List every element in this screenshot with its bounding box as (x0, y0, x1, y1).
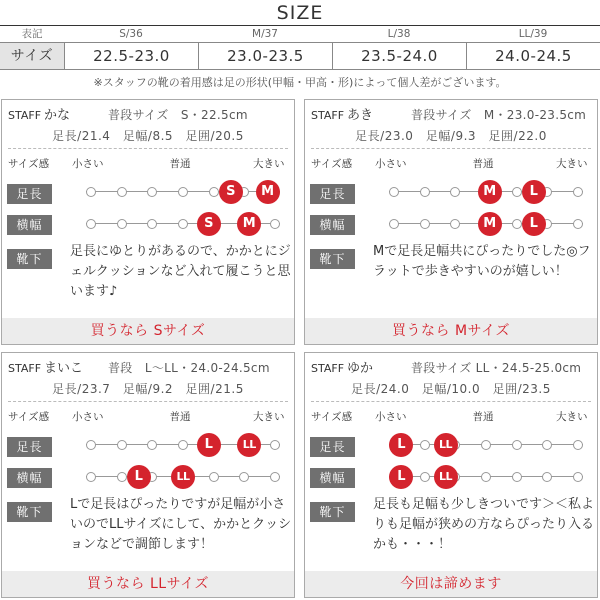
length-scale-track (86, 180, 280, 204)
scale-dot (86, 219, 96, 229)
size-verdict: 買うなら LLサイズ (2, 571, 294, 597)
scale-dot (542, 440, 552, 450)
size-marker: LL (434, 465, 458, 489)
scale-dot (117, 440, 127, 450)
scale-dot (86, 187, 96, 197)
staff-comment: 足長にゆとりがあるので、かかとにジェルクッションなど入れて履こうと思います♪ (70, 244, 291, 299)
length-scale-track (389, 433, 583, 457)
scale-big: 大きい (556, 411, 588, 423)
scale-dot (389, 187, 399, 197)
scale-dot (147, 187, 157, 197)
size-verdict: 買うなら Mサイズ (305, 318, 597, 344)
size-marker: LL (237, 433, 261, 457)
size-marker: M (478, 212, 502, 236)
tag-width: 横幅 (310, 468, 355, 488)
header-cell: M/37 (252, 28, 278, 40)
scale-dot (117, 187, 127, 197)
value-cell: 23.0-23.5 (198, 43, 332, 69)
size-marker: S (197, 212, 221, 236)
size-table-header (0, 26, 600, 42)
header-cell: S/36 (119, 28, 143, 40)
size-marker: L (389, 465, 413, 489)
scale-dot (573, 472, 583, 482)
usual-size: 普段サイズ S・22.5cm (108, 108, 248, 122)
scale-dot (450, 187, 460, 197)
scale-dot (573, 187, 583, 197)
scale-dot (420, 219, 430, 229)
value-cell: 24.0-24.5 (466, 43, 600, 69)
scale-big: 大きい (253, 158, 285, 170)
scale-dot (178, 440, 188, 450)
staff-label: STAFF (311, 362, 345, 375)
size-verdict: 買うなら Sサイズ (2, 318, 294, 344)
scale-dot (512, 187, 522, 197)
size-marker: L (522, 212, 546, 236)
scale-small: 小さい (72, 158, 104, 170)
size-marker: L (522, 180, 546, 204)
dashed-divider (311, 148, 591, 149)
staff-name: ゆか (347, 361, 374, 376)
length-scale-track (86, 433, 280, 457)
size-marker: L (197, 433, 221, 457)
row-label: サイズ (0, 43, 64, 69)
tag-length: 足長 (310, 184, 355, 204)
staff-panel (304, 352, 598, 598)
length-scale-track (389, 180, 583, 204)
scale-mid: 普通 (169, 158, 191, 170)
scale-dot (420, 187, 430, 197)
size-marker: LL (171, 465, 195, 489)
scale-small: 小さい (375, 158, 407, 170)
staff-name: かな (44, 108, 71, 123)
scale-big: 大きい (253, 411, 285, 423)
tag-socks: 靴下 (7, 249, 52, 269)
staff-comment: 足長も足幅も少しきついです＞＜私よりも足幅が狭めの方ならぴったり入るかも・・・！ (373, 497, 595, 552)
size-verdict: 今回は諦めます (305, 571, 597, 597)
tag-socks: 靴下 (310, 249, 355, 269)
width-scale-track (389, 465, 583, 489)
scale-dot (542, 472, 552, 482)
size-marker: M (256, 180, 280, 204)
scale-dot (270, 440, 280, 450)
staff-header (311, 104, 591, 124)
scale-dot (573, 219, 583, 229)
scale-label: サイズ感 (8, 411, 50, 423)
staff-name: あき (347, 108, 374, 123)
staff-label: STAFF (8, 362, 42, 375)
staff-header (311, 357, 591, 377)
scale-dot (147, 440, 157, 450)
dashed-divider (311, 401, 591, 402)
scale-dot (481, 472, 491, 482)
scale-dot (86, 440, 96, 450)
size-table (0, 26, 600, 70)
foot-measurements: 足長/23.7 足幅/9.2 足囲/21.5 (52, 382, 244, 396)
width-scale-track (86, 465, 280, 489)
size-table-values (0, 42, 600, 70)
scale-dot (512, 440, 522, 450)
size-marker: L (127, 465, 151, 489)
tag-length: 足長 (310, 437, 355, 457)
header-cell: LL/39 (518, 28, 548, 40)
scale-mid: 普通 (169, 411, 191, 423)
fit-note: ※スタッフの靴の着用感は足の形状(甲幅・甲高・形)によって個人差がございます。 (93, 76, 507, 89)
dashed-divider (8, 148, 288, 149)
scale-dot (512, 472, 522, 482)
staff-panel (1, 99, 295, 345)
usual-size: 普段 L〜LL・24.0-24.5cm (108, 361, 270, 375)
scale-dot (420, 440, 430, 450)
page-title: SIZE (276, 2, 324, 24)
scale-dot (117, 472, 127, 482)
scale-dot (239, 472, 249, 482)
tag-socks: 靴下 (7, 502, 52, 522)
tag-length: 足長 (7, 437, 52, 457)
usual-size: 普段サイズ M・23.0-23.5cm (411, 108, 587, 122)
scale-label: サイズ感 (311, 158, 353, 170)
scale-label: サイズ感 (8, 158, 50, 170)
staff-name: まいこ (44, 361, 84, 376)
staff-comment: Lで足長はぴったりですが足幅が小さいのでLLサイズにして、かかとクッションなどで調節します！ (70, 497, 292, 552)
tag-width: 横幅 (7, 468, 52, 488)
usual-size: 普段サイズ LL・24.5-25.0cm (411, 361, 582, 375)
scale-small: 小さい (375, 411, 407, 423)
staff-panel (304, 99, 598, 345)
header-cell: L/38 (387, 28, 411, 40)
scale-dot (389, 219, 399, 229)
size-marker: M (478, 180, 502, 204)
scale-big: 大きい (556, 158, 588, 170)
header-cell: 表記 (21, 28, 43, 40)
size-marker: S (219, 180, 243, 204)
width-scale-track (86, 212, 280, 236)
scale-small: 小さい (72, 411, 104, 423)
foot-measurements: 足長/24.0 足幅/10.0 足囲/23.5 (351, 382, 551, 396)
value-cell: 23.5-24.0 (332, 43, 466, 69)
staff-label: STAFF (311, 109, 345, 122)
dashed-divider (8, 401, 288, 402)
staff-header (8, 104, 288, 124)
size-marker: L (389, 433, 413, 457)
size-marker: LL (434, 433, 458, 457)
foot-measurements: 足長/23.0 足幅/9.3 足囲/22.0 (355, 129, 547, 143)
staff-panel (1, 352, 295, 598)
scale-dot (178, 219, 188, 229)
scale-dot (147, 219, 157, 229)
size-marker: M (237, 212, 261, 236)
scale-dot (512, 219, 522, 229)
staff-header (8, 357, 288, 377)
width-scale-track (389, 212, 583, 236)
scale-dot (481, 440, 491, 450)
scale-mid: 普通 (472, 411, 494, 423)
scale-dot (209, 187, 219, 197)
scale-dot (420, 472, 430, 482)
tag-width: 横幅 (310, 215, 355, 235)
staff-comment: Mで足長足幅共にぴったりでした◎フラットで歩きやすいのが嬉しい！ (373, 244, 591, 279)
staff-label: STAFF (8, 109, 42, 122)
scale-dot (450, 219, 460, 229)
scale-dot (209, 472, 219, 482)
value-cell: 22.5-23.0 (64, 43, 198, 69)
scale-dot (117, 219, 127, 229)
scale-mid: 普通 (472, 158, 494, 170)
scale-dot (270, 219, 280, 229)
scale-dot (573, 440, 583, 450)
foot-measurements: 足長/21.4 足幅/8.5 足囲/20.5 (52, 129, 244, 143)
scale-label: サイズ感 (311, 411, 353, 423)
scale-dot (86, 472, 96, 482)
tag-length: 足長 (7, 184, 52, 204)
scale-dot (270, 472, 280, 482)
scale-dot (178, 187, 188, 197)
tag-width: 横幅 (7, 215, 52, 235)
tag-socks: 靴下 (310, 502, 355, 522)
